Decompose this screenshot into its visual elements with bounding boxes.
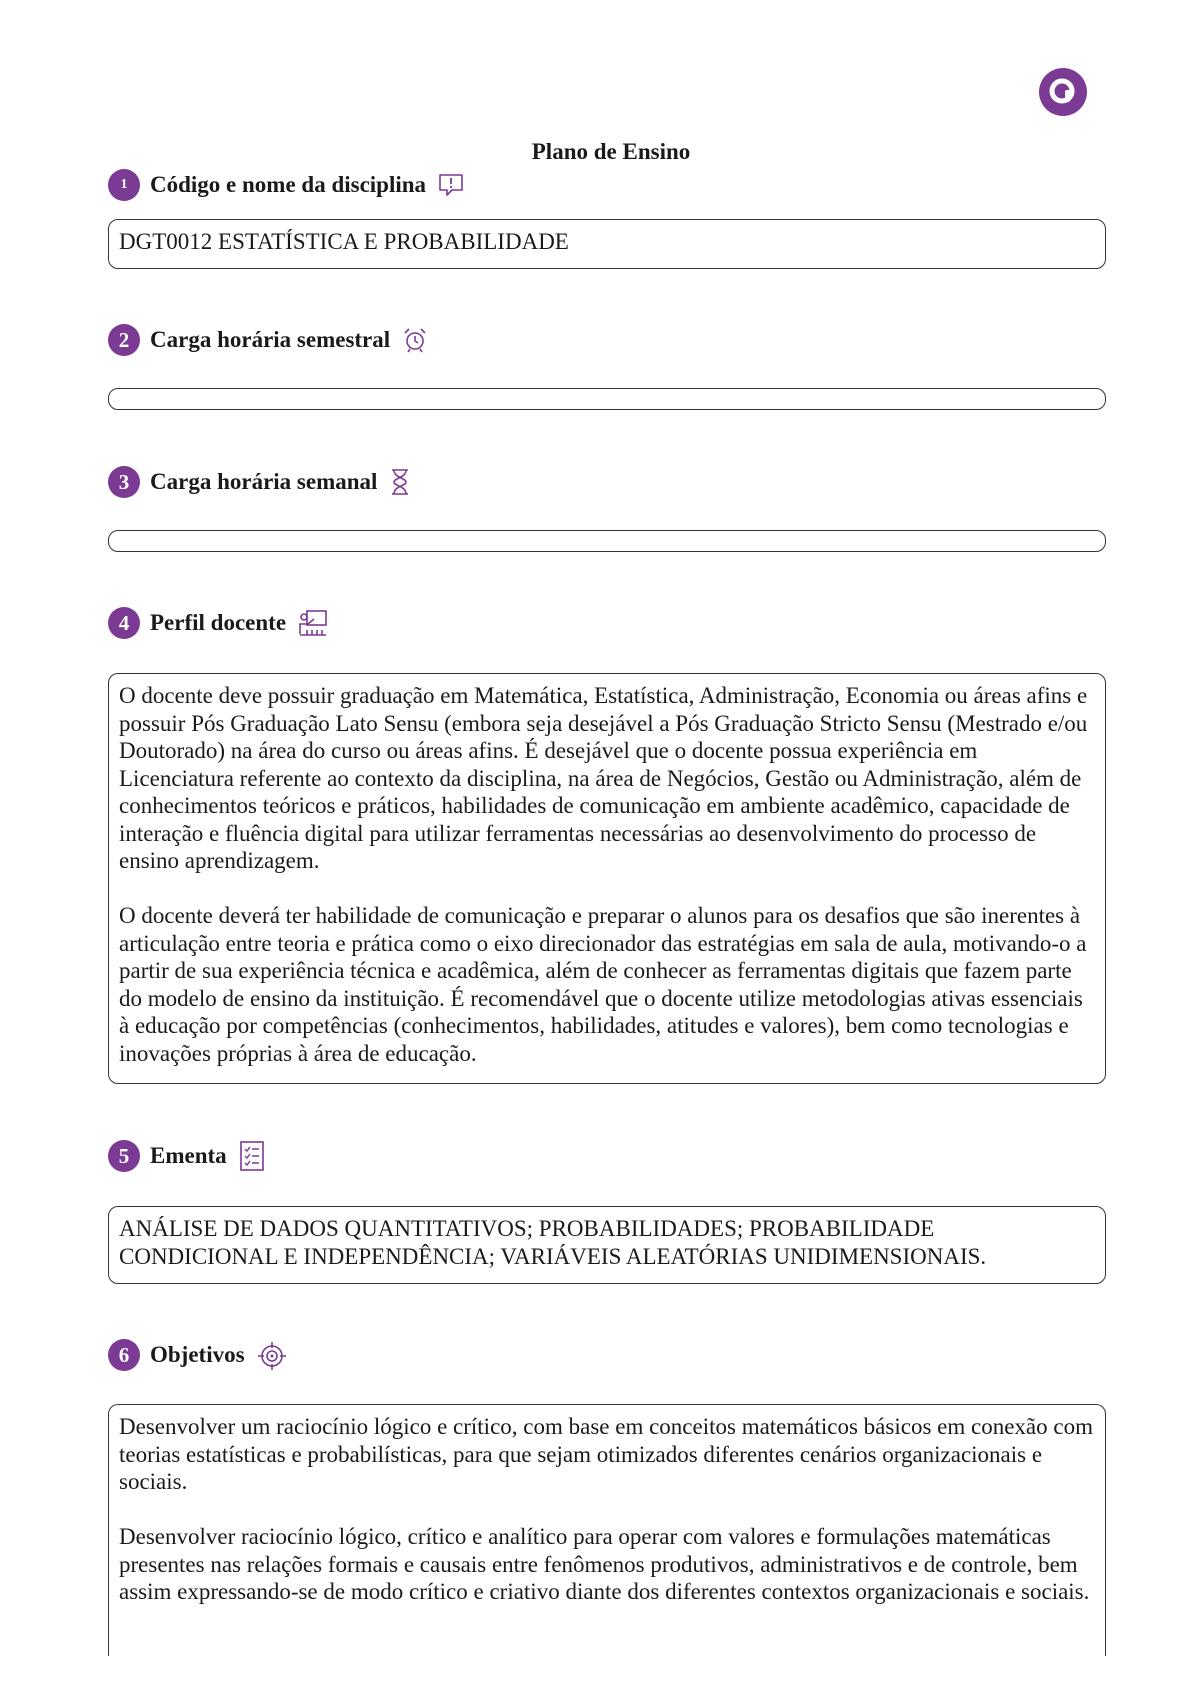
section-number: 2 — [108, 324, 140, 356]
section-number: 1 — [108, 169, 140, 201]
section-header-3 — [108, 465, 411, 499]
alarm-clock-icon — [402, 327, 428, 353]
section-header-6 — [108, 1338, 287, 1372]
section-title: Código e nome da disciplina — [150, 172, 427, 197]
paragraph: O docente deverá ter habilidade de comunicação e preparar o alunos para os desafios que são inerentes à articulação entre teoria e prática como o eixo direcionador das estratégias em sala de aula, motivando-o a partir de sua experiência técnica e acadêmica, além de conhecer as ferramentas digitais que fazem parte do modelo de ensino da instituição. É recomendável que o docente utilize metodologias ativas essenciais à educação por competências (conhecimentos, habilidades, atitudes e valores), bem como tecnologias e inovações próprias à área de educação. — [119, 903, 1087, 1066]
section-title: Perfil docente — [150, 610, 287, 635]
checklist-icon — [239, 1140, 265, 1172]
section-number: 5 — [108, 1140, 140, 1172]
paragraph: Desenvolver raciocínio lógico, crítico e analítico para operar com valores e formulações matemáticas presentes nas relações formais e causais entre fenômenos produtivos, administrativos e de controle, bem assim expressando-se de modo crítico e criativo diante dos diferentes contextos organizacionais e sociais. — [119, 1524, 1090, 1604]
speech-bubble-exclamation-icon — [438, 172, 464, 198]
brand-logo — [1039, 68, 1087, 116]
document-title: Plano de Ensino — [531, 139, 691, 164]
section-content-6 — [108, 1404, 1106, 1656]
section-content-4 — [108, 673, 1106, 1084]
paragraph: Desenvolver um raciocínio lógico e crítico, com base em conceitos matemáticos básicos em conexão com teorias estatísticas e probabilísticas, para que sejam otimizados diferentes cenários organizacionais e sociais. — [119, 1414, 1093, 1494]
hourglass-icon — [389, 468, 411, 496]
section-content-5 — [108, 1206, 1106, 1284]
section-number: 6 — [108, 1339, 140, 1371]
section-content-3 — [108, 530, 1106, 552]
section-title: Ementa — [150, 1143, 227, 1168]
course-code-name: DGT0012 ESTATÍSTICA E PROBABILIDADE — [119, 229, 569, 254]
section-content-1 — [108, 219, 1106, 269]
section-header-2 — [108, 323, 428, 357]
target-icon — [257, 1340, 287, 1370]
section-header-1 — [108, 168, 464, 202]
section-title: Objetivos — [150, 1342, 245, 1367]
section-number: 3 — [108, 466, 140, 498]
section-header-4 — [108, 606, 328, 640]
section-title: Carga horária semanal — [150, 469, 378, 494]
syllabus-text: ANÁLISE DE DADOS QUANTITATIVOS; PROBABILIDADES; PROBABILIDADE CONDICIONAL E INDEPENDÊNCIA; VARIÁVEIS ALEATÓRIAS UNIDIMENSIONAIS. — [119, 1216, 987, 1269]
section-title: Carga horária semestral — [150, 327, 391, 352]
section-header-5 — [108, 1139, 265, 1173]
section-number: 4 — [108, 607, 140, 639]
paragraph: O docente deve possuir graduação em Matemática, Estatística, Administração, Economia ou áreas afins e possuir Pós Graduação Lato Sensu (embora seja desejável a Pós Graduação Stricto Sensu (Mestrado e/ou Doutorado) na área do curso ou áreas afins. É desejável que o docente possua experiência em Licenciatura referente ao contexto da disciplina, na área de Negócios, Gestão ou Administração, além de conhecimentos teóricos e práticos, habilidades de comunicação em ambiente acadêmico, capacidade de interação e fluência digital para utilizar ferramentas necessárias ao desenvolvimento do processo de ensino aprendizagem. — [119, 683, 1088, 873]
q-logo-icon — [1039, 68, 1087, 116]
section-content-2 — [108, 388, 1106, 410]
teacher-board-icon — [298, 608, 328, 638]
